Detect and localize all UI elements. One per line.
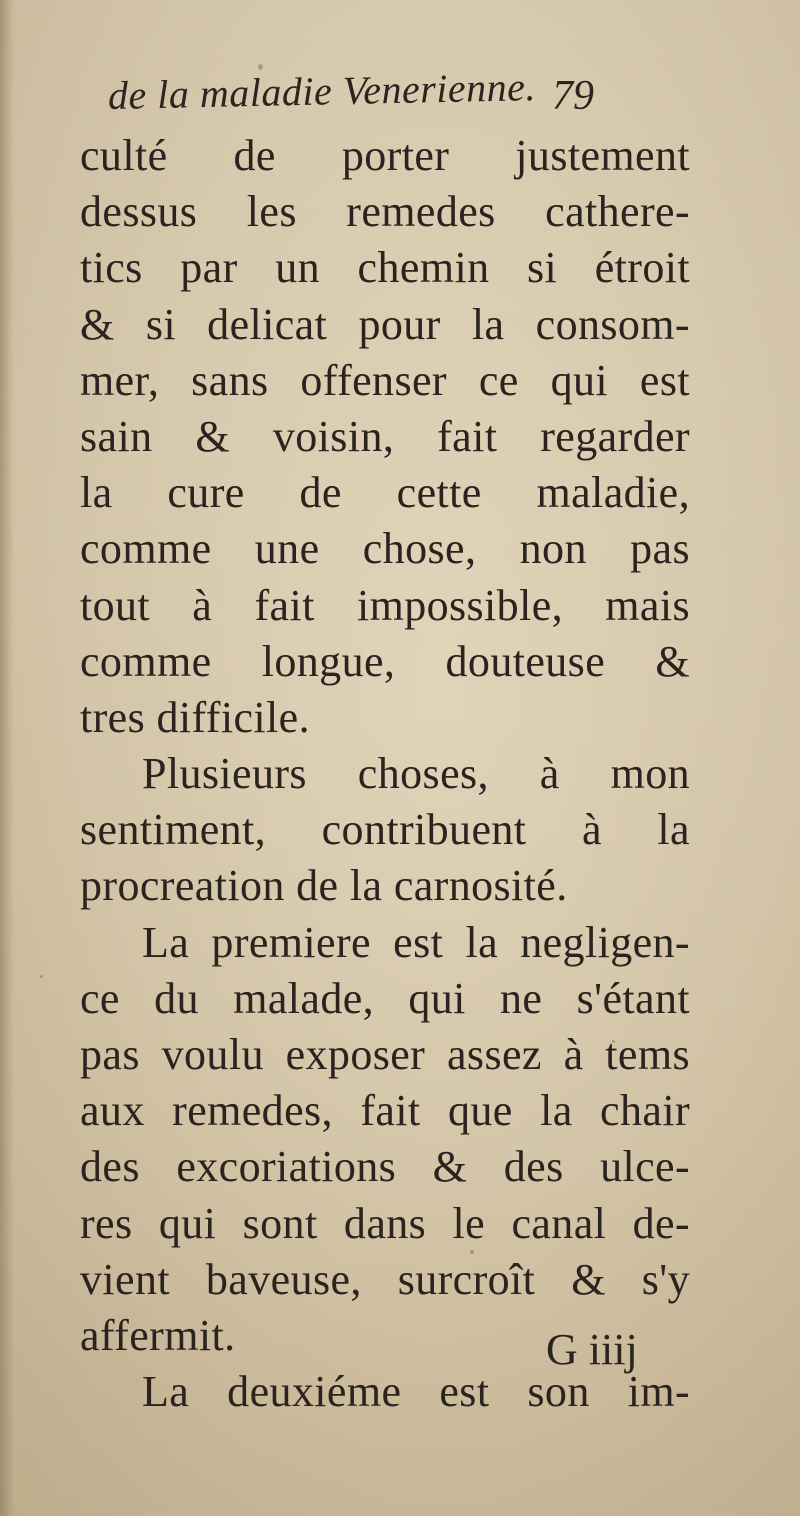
text-line: dessus les remedes cathere- xyxy=(80,187,690,237)
paragraph-start-line: La deuxiéme est son im- xyxy=(142,1367,690,1417)
paper-speck xyxy=(40,975,43,978)
text-line: culté de porter justement xyxy=(80,131,690,180)
paragraph-start-line: La premiere est la negligen- xyxy=(142,917,690,967)
page-number: 79 xyxy=(551,73,594,119)
running-title: de la maladie Venerienne. xyxy=(107,64,537,118)
body-text xyxy=(80,128,690,1420)
page-edge-shadow xyxy=(0,0,14,1516)
text-line: res qui sont dans le canal de- xyxy=(80,1198,690,1248)
text-line: comme une chose, non pas xyxy=(80,524,690,574)
text-line: tout à fait impossible, mais xyxy=(80,580,690,630)
text-line: tics par un chemin si étroit xyxy=(80,243,690,293)
text-line: mer, sans offenser ce qui est xyxy=(80,355,690,405)
text-line: affermit. xyxy=(80,1310,236,1360)
text-line: sentiment, contribuent à la xyxy=(80,805,690,855)
text-line: des excoriations & des ulce- xyxy=(80,1142,690,1192)
text-line: tres difficile. xyxy=(80,692,310,742)
text-line: pas voulu exposer assez à tems xyxy=(80,1030,690,1079)
text-line: & si delicat pour la consom- xyxy=(80,299,690,349)
text-line: sain & voisin, fait regarder xyxy=(80,411,690,461)
paragraph-start-line: Plusieurs choses, à mon xyxy=(142,749,690,799)
text-line: procreation de la carnosité. xyxy=(80,861,568,911)
text-line: la cure de cette maladie, xyxy=(80,468,690,518)
text-line: aux remedes, fait que la chair xyxy=(80,1086,690,1136)
text-line: comme longue, douteuse & xyxy=(80,636,690,686)
signature-line xyxy=(80,1322,680,1378)
text-line: vient baveuse, surcroît & s'y xyxy=(80,1254,690,1304)
signature-mark: G iiij xyxy=(546,1325,638,1374)
running-head xyxy=(107,64,668,132)
text-line: ce du malade, qui ne s'étant xyxy=(80,973,690,1023)
